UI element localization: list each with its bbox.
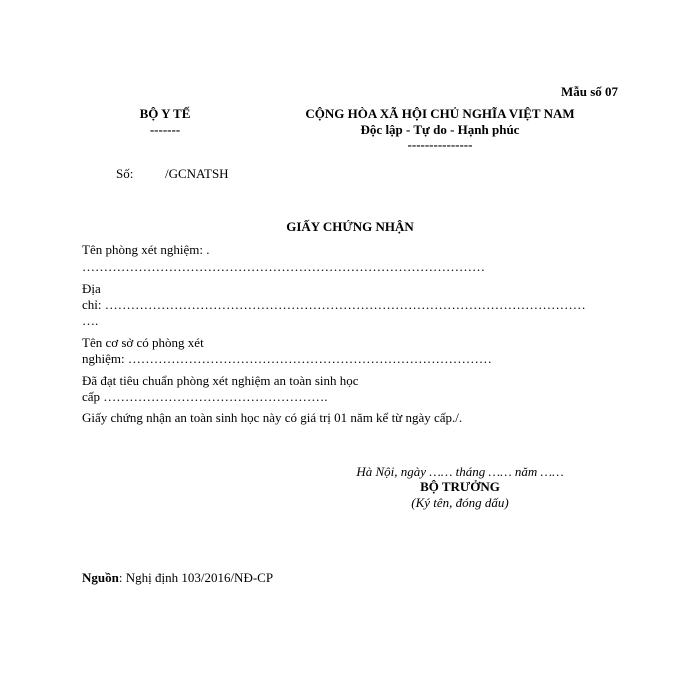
- lab-name-dots: …………………………………………………………………………………: [82, 259, 485, 274]
- signature-note: (Ký tên, đóng dấu): [411, 495, 509, 510]
- number-label: Số:: [116, 166, 134, 181]
- motto-rule: ---------------: [407, 137, 473, 152]
- signature-title: BỘ TRƯỞNG: [420, 479, 500, 494]
- standard-label: Đã đạt tiêu chuẩn phòng xét nghiệm an toàn sinh học: [82, 373, 359, 388]
- address-label: Địa: [82, 281, 101, 296]
- source-text: : Nghị định 103/2016/NĐ-CP: [118, 570, 274, 585]
- source-citation: [82, 570, 273, 586]
- national-motto: Độc lập - Tự do - Hạnh phúc: [360, 122, 520, 137]
- form-number: Mẫu số 07: [560, 84, 618, 99]
- facility-line: nghiệm: …………………………………………………………………………: [82, 351, 492, 366]
- number-suffix: /GCNATSH: [165, 166, 229, 181]
- ministry-name: BỘ Y TẾ: [139, 106, 191, 121]
- lab-name-label: Tên phòng xét nghiệm: .: [82, 242, 210, 257]
- validity-statement: Giấy chứng nhận an toàn sinh học này có giá trị 01 năm kể từ ngày cấp./.: [82, 410, 463, 425]
- document-title: GIẤY CHỨNG NHẬN: [286, 219, 414, 234]
- facility-label: Tên cơ sở có phòng xét: [82, 335, 204, 350]
- signature-place-date: Hà Nội, ngày …… tháng …… năm ……: [356, 464, 564, 479]
- ministry-rule: -------: [149, 122, 181, 137]
- standard-line: cấp …………………………………………….: [82, 389, 328, 404]
- address-line: chỉ: …………………………………………………………………………………………………: [82, 297, 586, 312]
- address-continuation: ….: [82, 313, 99, 328]
- republic-name: CỘNG HÒA XÃ HỘI CHỦ NGHĨA VIỆT NAM: [305, 106, 575, 121]
- source-label: Nguồn: [82, 570, 119, 585]
